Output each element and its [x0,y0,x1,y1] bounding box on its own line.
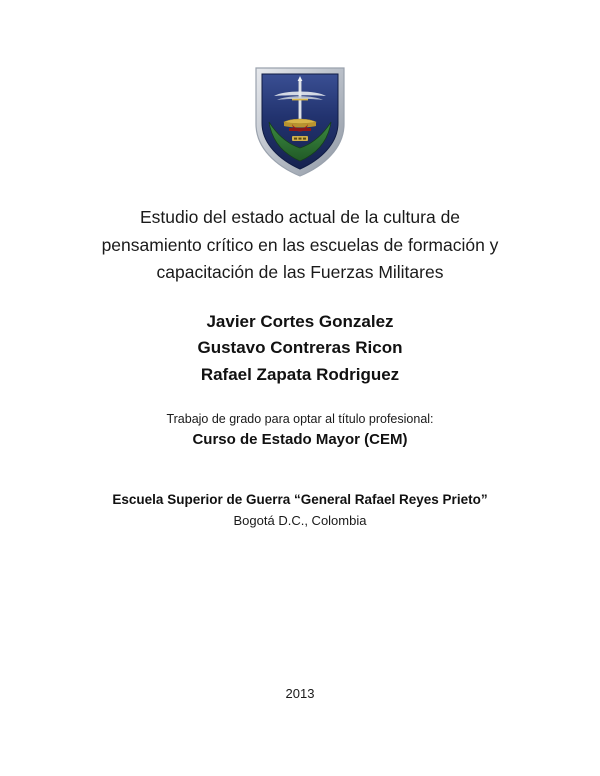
title-line-2: pensamiento crítico en las escuelas de formación y [101,234,499,255]
degree-caption: Trabajo de grado para optar al título profesional: [166,411,434,426]
publication-year: 2013 [285,686,315,701]
author-list [198,309,403,388]
degree-block [166,412,433,448]
author-name: Javier Cortes Gonzalez [206,311,394,331]
military-crest-icon [248,62,352,180]
author-name: Gustavo Contreras Ricon [197,338,403,358]
institution-name: Escuela Superior de Guerra “General Rafael Reyes Prieto” [112,491,488,507]
degree-program: Curso de Estado Mayor (CEM) [192,430,408,448]
title-line-3: capacitación de las Fuerzas Militares [156,262,444,283]
page-title [80,204,520,287]
institution-city: Bogotá D.C., Colombia [233,512,367,528]
author-name: Rafael Zapata Rodriguez [200,364,400,384]
institution-block [112,492,487,528]
title-line-1: Estudio del estado actual de la cultura de [139,207,461,227]
